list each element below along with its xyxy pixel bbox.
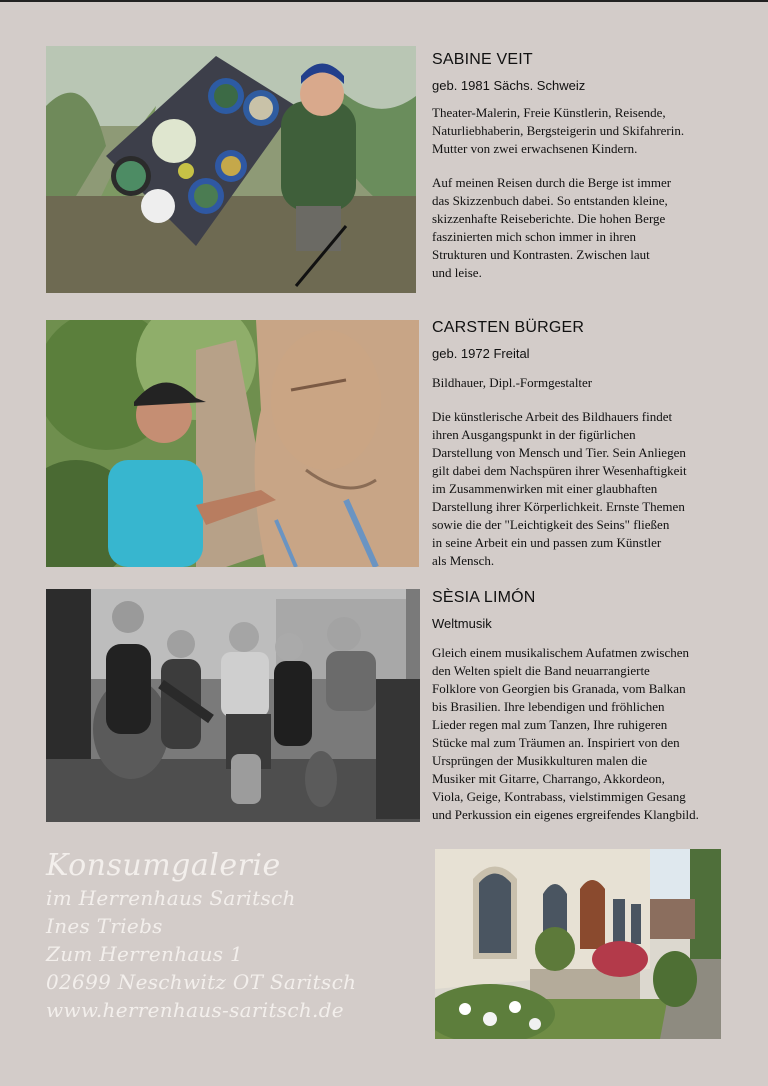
gallery-location: im Herrenhaus Saritsch [46, 886, 296, 910]
artist-sabine-veit [432, 50, 752, 282]
gallery-address [46, 848, 356, 1024]
gallery-owner: Ines Triebs [46, 914, 163, 938]
artist-statement: Auf meinen Reisen durch die Berge ist immer das Skizzenbuch dabei. So entstanden kleine, skizzenhafte Reiseberichte. Die hohen Berge faszinierten mich schon immer in ihren Strukturen und Kontrasten. Zwischen laut und leise. [432, 175, 672, 280]
artist-name: SÈSIA LIMÓN [432, 589, 536, 606]
gallery-title: Konsumgalerie [46, 848, 281, 883]
artist-description: Theater-Malerin, Freie Künstlerin, Reisende, Naturliebhaberin, Bergsteigerin und Skifahrerin. Mutter von zwei erwachsenen Kindern. [432, 105, 685, 156]
artist-subtitle: Weltmusik [432, 616, 492, 631]
top-border [0, 0, 768, 2]
gallery-city: 02699 Neschwitz OT Saritsch [46, 970, 357, 994]
photo-band [46, 589, 420, 822]
artist-description: Gleich einem musikalischem Aufatmen zwischen den Welten spielt die Band neuarrangierte Folklore von Georgien bis Granada, vom Balkan bis Brasilien. Ihre lebendigen und fröhlichen Lieder regen mal zum Tanzen, Ihre ruhigeren Stücke mal zum Träumen an. Inspiriert von den Ursprüngen der Musikkulturen malen die Musiker mit Gitarre, Charrango, Akkordeon, Viola, Geige, Kontrabass, vielstimmigen Gesang und Perkussion ein eigenes ergreifendes Klangbild. [432, 645, 699, 822]
artist-statement: Die künstlerische Arbeit des Bildhauers findet ihren Ausgangspunkt in der figürlichen Darstellung von Mensch und Tier. Sein Anliegen gilt dabei dem Nachspüren ihrer Wesenhaftigkeit im Zusammenwirken mit einer glaubhaften Darstellung ihrer Körperlichkeit. Ernste Themen sowie die der "Leichtigkeit des Seins" fließen in seine Arbeit ein und passen zum Künstler als Mensch. [432, 409, 687, 568]
gallery-street: Zum Herrenhaus 1 [46, 942, 244, 966]
photo-herrenhaus [435, 849, 721, 1039]
artist-name: SABINE VEIT [432, 51, 533, 68]
artist-subtitle: geb. 1981 Sächs. Schweiz [432, 78, 586, 93]
artist-description: Bildhauer, Dipl.-Formgestalter [432, 375, 593, 390]
photo-painter [46, 46, 416, 293]
artist-sesia-limon [432, 588, 762, 824]
artist-carsten-buerger [432, 318, 752, 570]
artist-name: CARSTEN BÜRGER [432, 319, 585, 336]
gallery-website[interactable]: www.herrenhaus-saritsch.de [46, 998, 344, 1022]
artist-subtitle: geb. 1972 Freital [432, 346, 530, 361]
photo-sculptor [46, 320, 419, 567]
